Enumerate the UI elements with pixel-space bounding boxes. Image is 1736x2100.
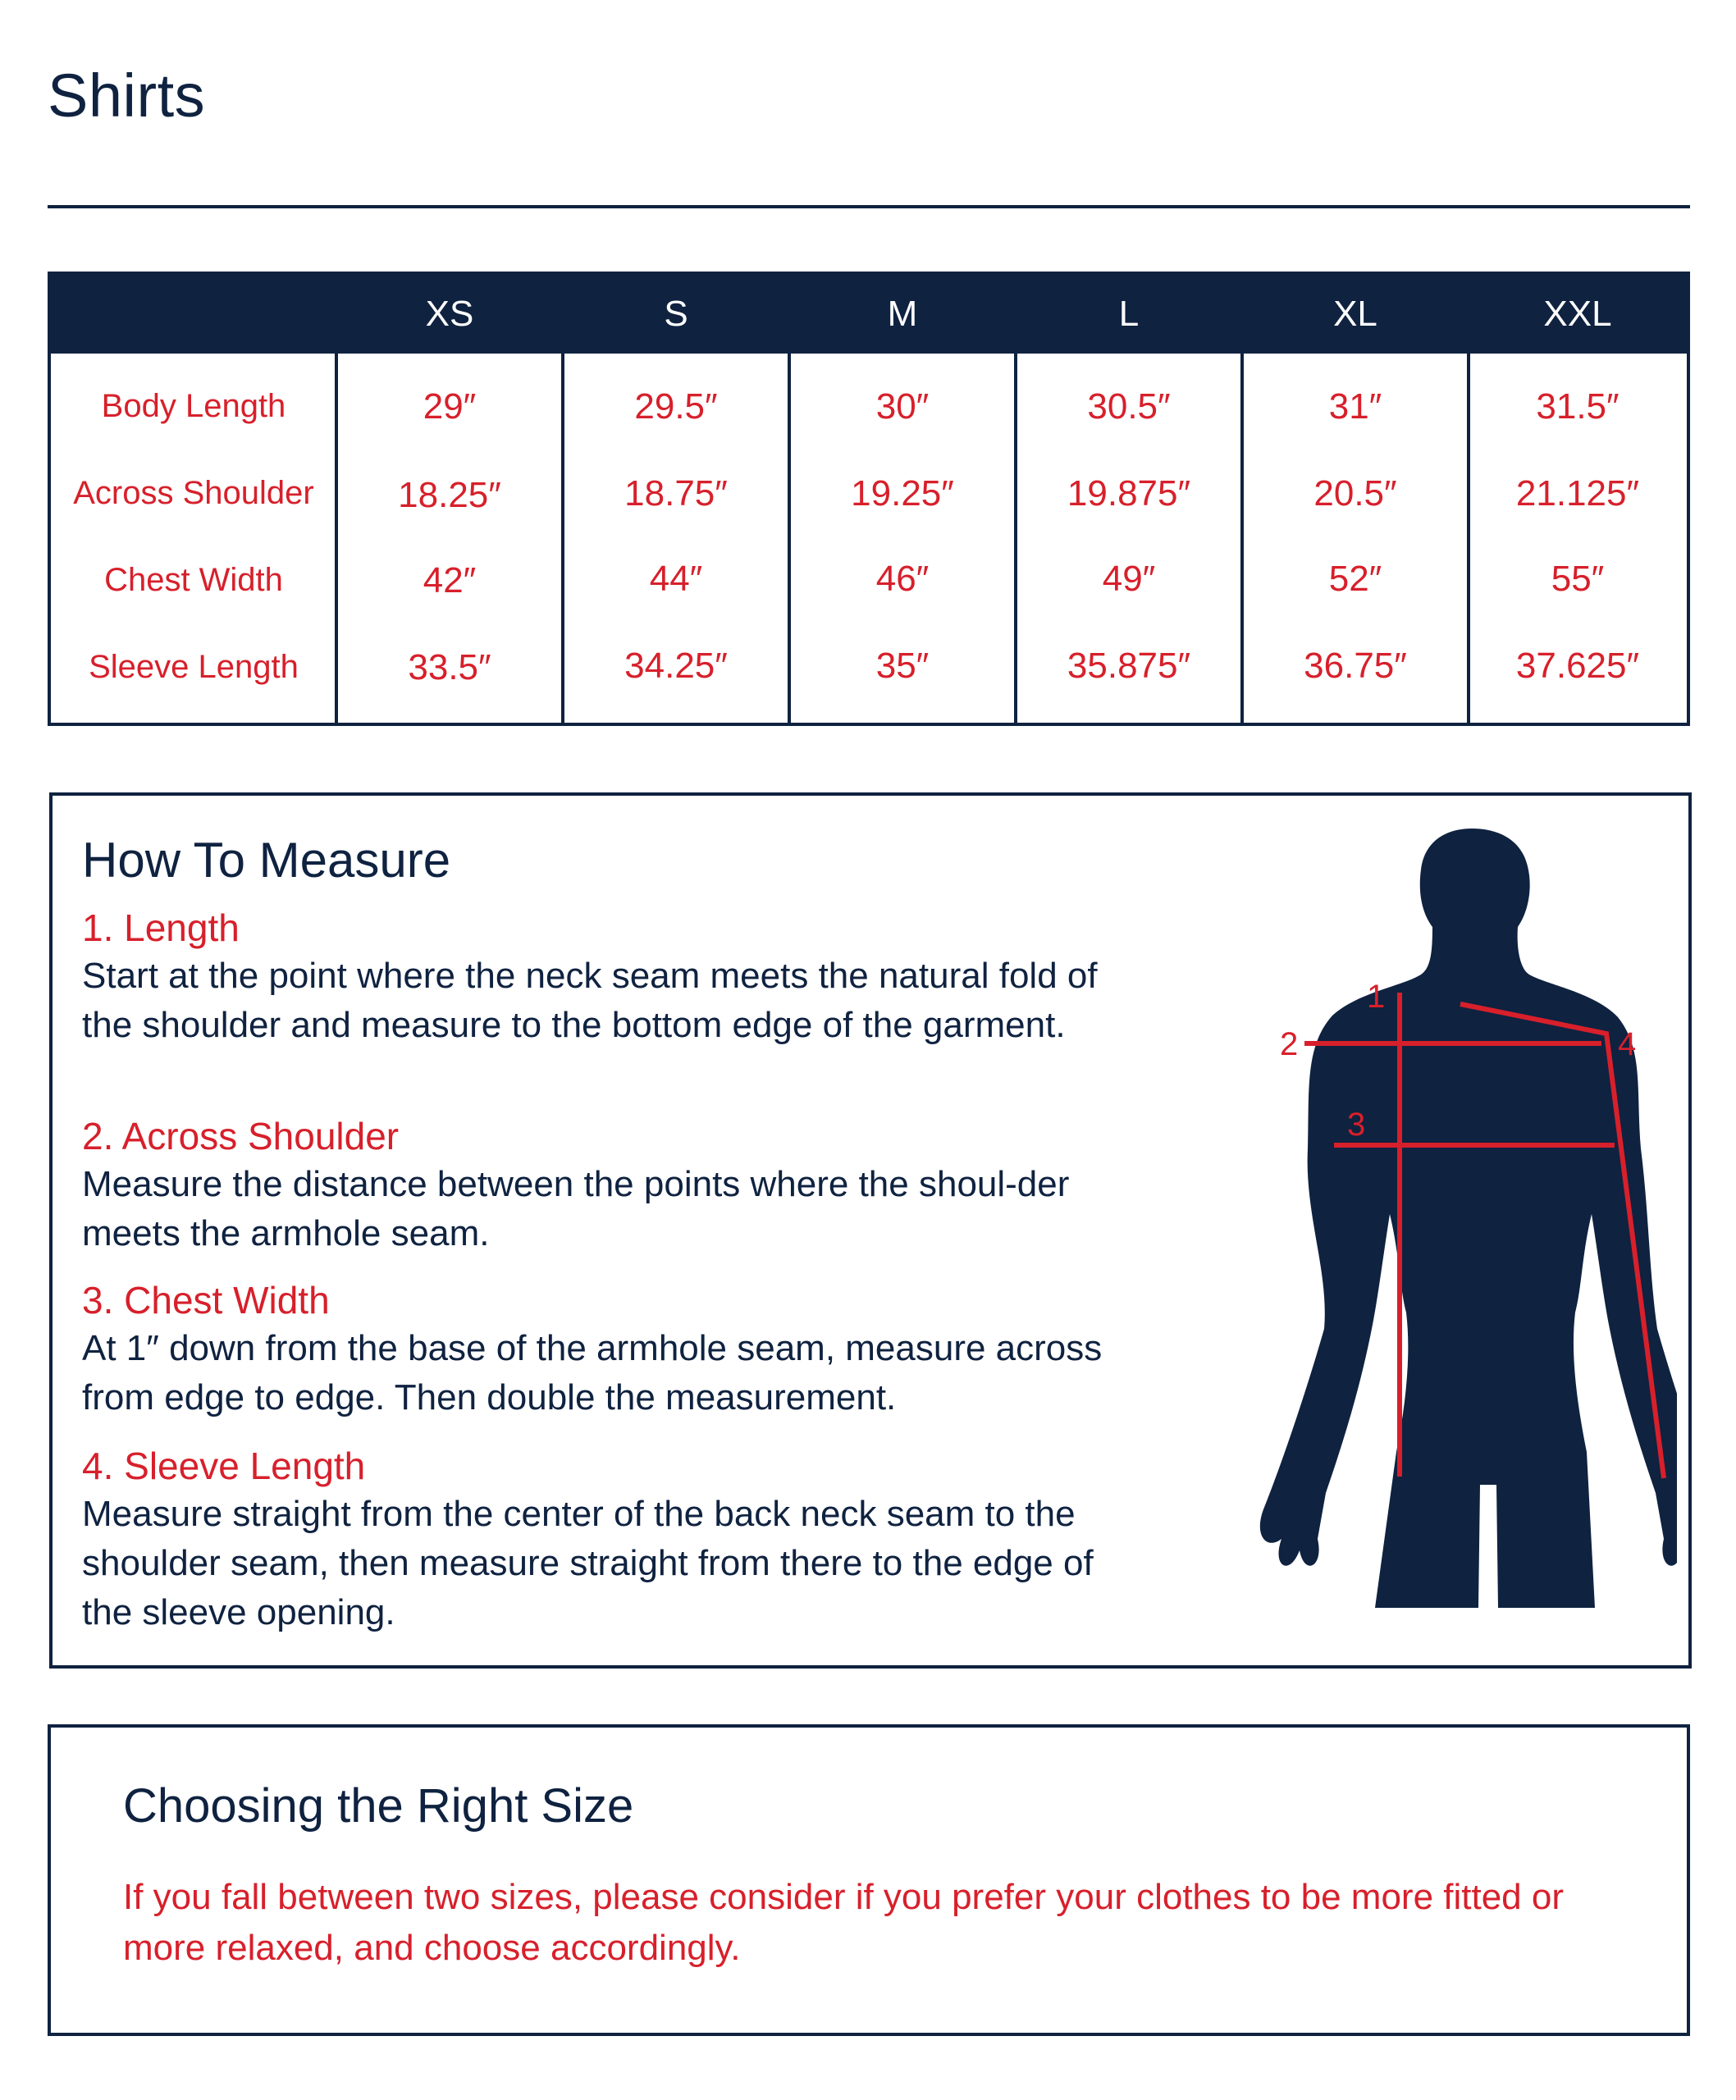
- table-cell: 19.875″: [1067, 473, 1191, 514]
- size-header-m: M: [887, 294, 918, 334]
- size-header-xxl: XXL: [1543, 294, 1612, 334]
- row-label-sleeve-length: Sleeve Length: [89, 649, 299, 685]
- figure-label-4: 4: [1618, 1026, 1637, 1062]
- table-cell: 37.625″: [1515, 646, 1640, 686]
- table-cell: 49″: [1102, 559, 1156, 599]
- table-cell: 46″: [875, 559, 930, 599]
- table-cell: 29″: [423, 386, 477, 427]
- table-cell: 36.75″: [1304, 646, 1407, 686]
- how-to-measure-title: How To Measure: [82, 833, 451, 888]
- table-cell: 35″: [875, 646, 930, 686]
- table-cell: 52″: [1328, 559, 1382, 599]
- figure-label-2: 2: [1280, 1026, 1299, 1062]
- choosing-size-panel: [48, 1724, 1690, 2036]
- page-title: Shirts: [48, 62, 206, 130]
- table-cell: 30.5″: [1087, 386, 1171, 427]
- row-label-body-length: Body Length: [101, 388, 286, 424]
- measure-item-length: [82, 904, 1132, 1050]
- choosing-size-title: Choosing the Right Size: [123, 1779, 634, 1833]
- table-cell: 35.875″: [1067, 646, 1191, 686]
- table-cell: 18.75″: [624, 473, 728, 514]
- size-header-xs: XS: [425, 294, 474, 334]
- body-silhouette-figure: [1185, 829, 1677, 1616]
- table-cell: 44″: [649, 559, 703, 599]
- torso-silhouette: [1260, 829, 1677, 1608]
- table-cell: 42″: [423, 560, 477, 600]
- measure-text: Measure straight from the center of the back neck seam to the shoulder seam, then measure straight from there to the edge of the sleeve opening.: [82, 1494, 1094, 1632]
- table-cell: 20.5″: [1313, 473, 1397, 514]
- figure-label-1: 1: [1367, 979, 1386, 1015]
- choosing-size-text: If you fall between two sizes, please consider if you prefer your clothes to be more fitted or more relaxed, and choose accordingly.: [123, 1877, 1565, 1968]
- table-cell: 30″: [875, 386, 930, 427]
- measure-heading: 3. Chest Width: [82, 1279, 330, 1322]
- table-cell: 55″: [1551, 559, 1605, 599]
- size-table-header: [51, 275, 1687, 354]
- table-cell: 33.5″: [408, 647, 491, 687]
- title-divider: [48, 205, 1690, 208]
- figure-label-3: 3: [1347, 1107, 1366, 1143]
- table-cell: 31.5″: [1536, 386, 1620, 427]
- table-cell: 34.25″: [624, 646, 728, 686]
- size-header-s: S: [664, 294, 688, 334]
- measure-heading: 4. Sleeve Length: [82, 1445, 366, 1487]
- size-header-l: L: [1118, 294, 1140, 334]
- table-cell: 31″: [1328, 386, 1382, 427]
- table-cell: 19.25″: [851, 473, 954, 514]
- measure-text: Start at the point where the neck seam meets the natural fold of the shoulder and measure to the bottom edge of the garment.: [82, 956, 1098, 1045]
- table-cell: 18.25″: [398, 475, 501, 515]
- size-chart-table: [48, 272, 1690, 726]
- row-label-chest-width: Chest Width: [104, 562, 283, 598]
- measure-text: At 1″ down from the base of the armhole seam, measure across from edge to edge. Then double the measurement.: [82, 1328, 1103, 1418]
- measure-item-across-shoulder: [82, 1112, 1132, 1258]
- row-label-across-shoulder: Across Shoulder: [73, 475, 314, 511]
- table-cell: 29.5″: [634, 386, 718, 427]
- size-header-xl: XL: [1333, 294, 1377, 334]
- measure-text: Measure the distance between the points where the shoul-der meets the armhole seam.: [82, 1164, 1070, 1253]
- measure-heading: 2. Across Shoulder: [82, 1115, 400, 1157]
- measure-heading: 1. Length: [82, 906, 240, 949]
- measure-item-chest-width: [82, 1276, 1132, 1422]
- measure-item-sleeve-length: [82, 1442, 1132, 1637]
- table-cell: 21.125″: [1515, 473, 1640, 514]
- how-to-measure-panel: [49, 792, 1692, 1669]
